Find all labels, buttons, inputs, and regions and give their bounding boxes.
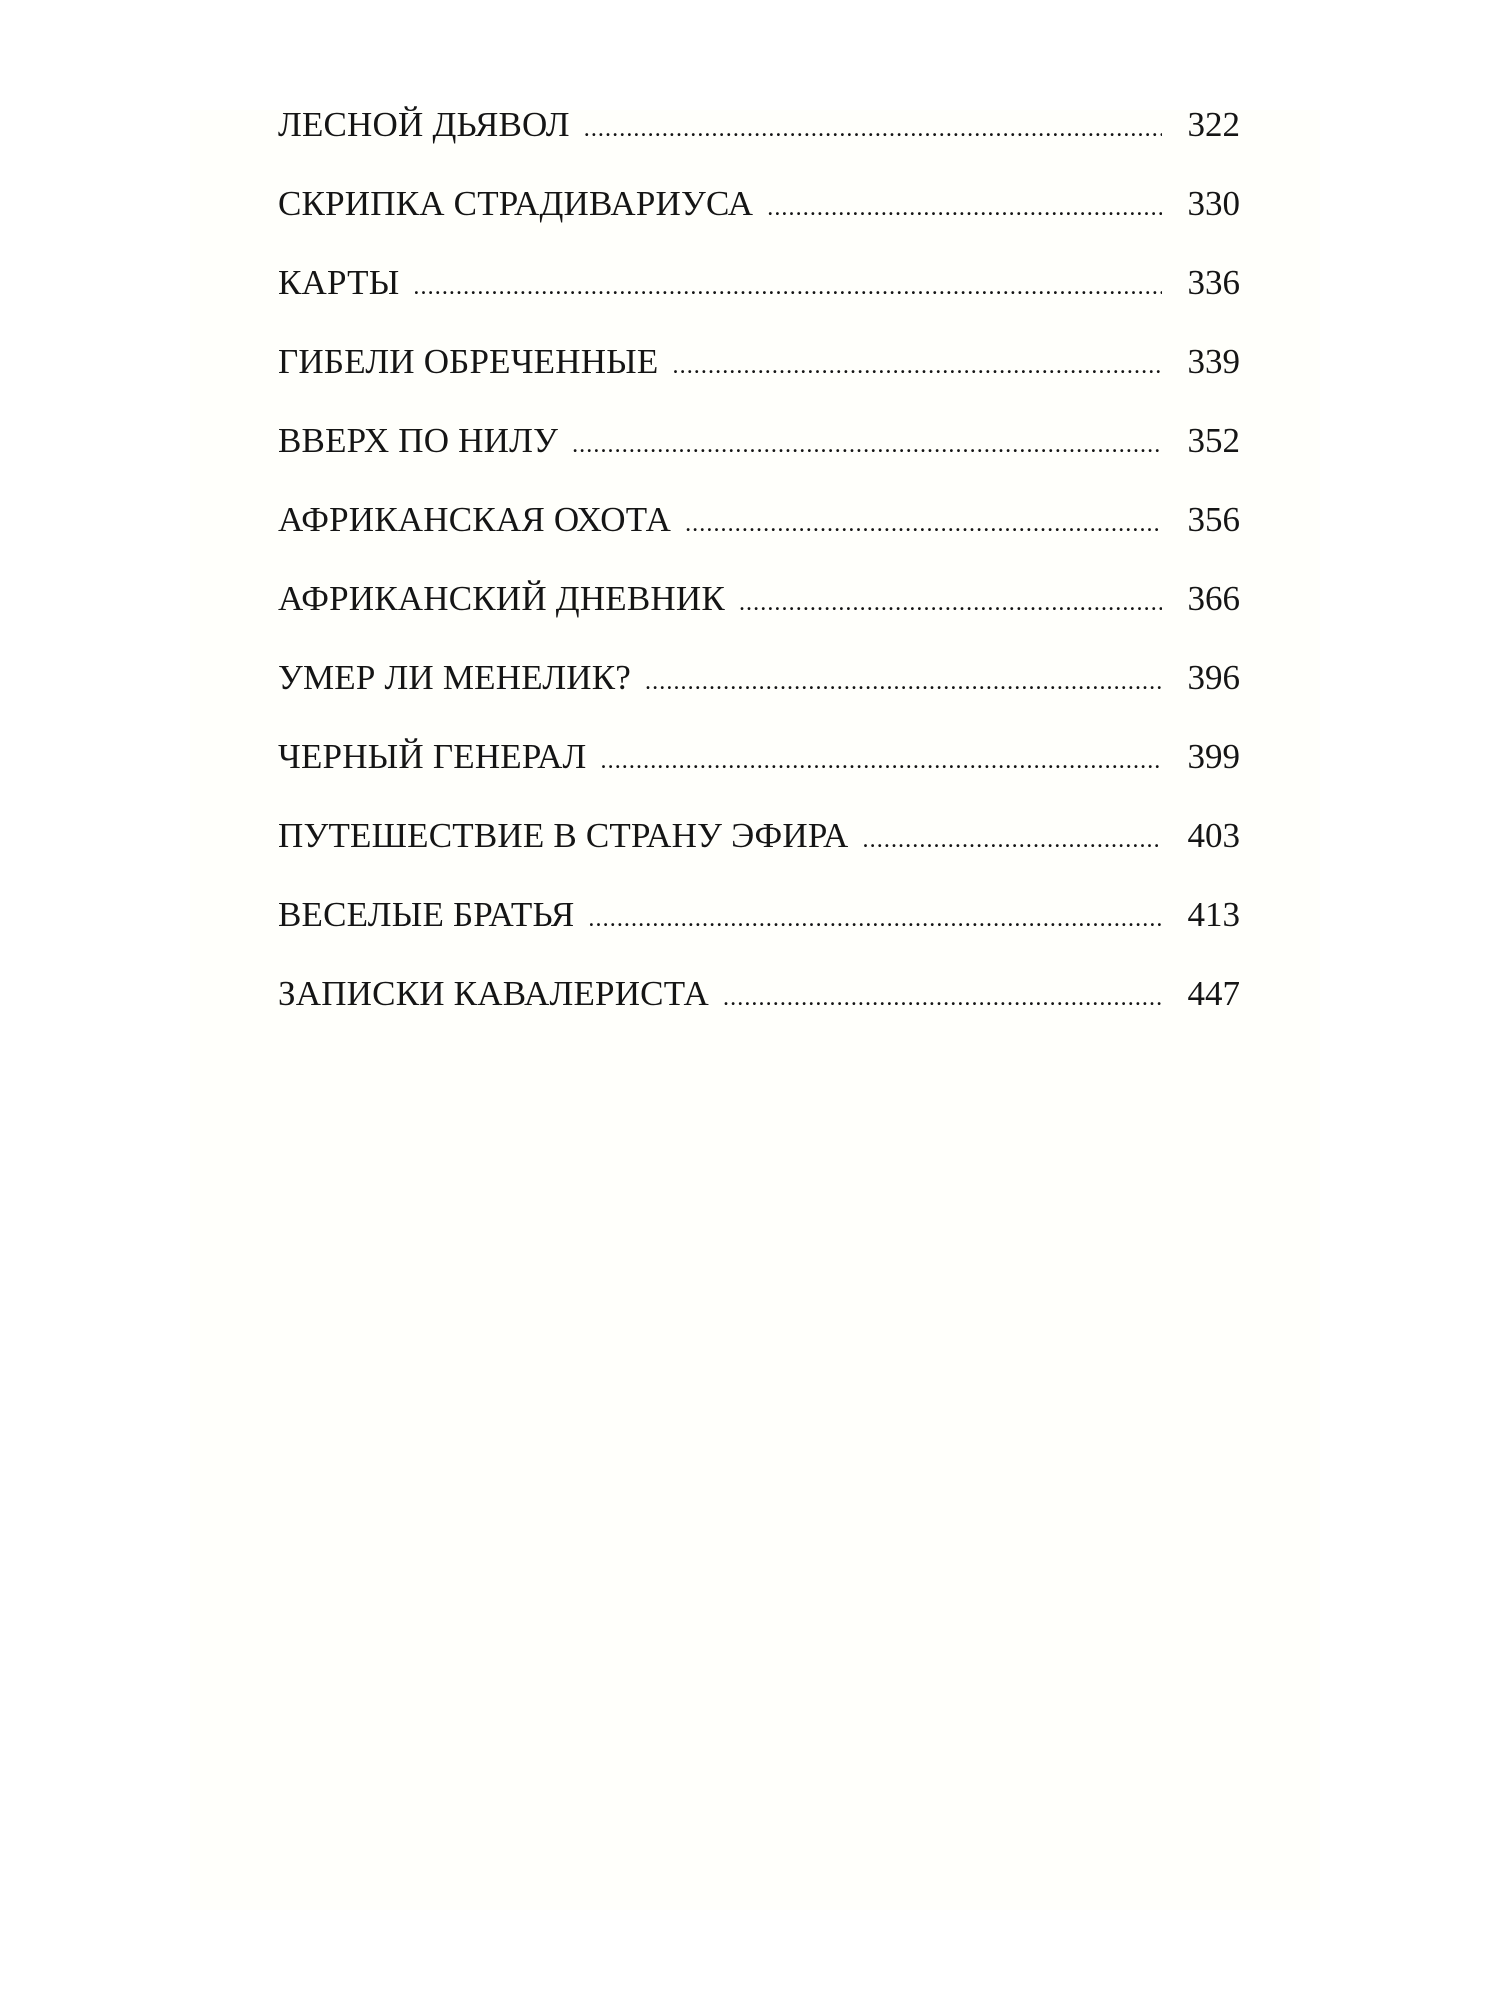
toc-entry-title: КАРТЫ bbox=[278, 263, 400, 302]
toc-entry bbox=[278, 806, 1240, 885]
toc-leader-dots bbox=[685, 512, 1162, 536]
toc-leader-dots bbox=[673, 354, 1163, 378]
table-of-contents bbox=[278, 95, 1240, 1043]
toc-entry-page: 336 bbox=[1187, 263, 1240, 302]
toc-entry-page: 447 bbox=[1187, 974, 1240, 1013]
toc-entry-title: ПУТЕШЕСТВИЕ В СТРАНУ ЭФИРА bbox=[278, 816, 849, 855]
toc-entry-page: 399 bbox=[1187, 737, 1240, 776]
toc-entry bbox=[278, 332, 1240, 411]
toc-leader-dots bbox=[572, 433, 1162, 457]
toc-leader-dots bbox=[601, 749, 1163, 773]
toc-entry bbox=[278, 964, 1240, 1043]
toc-entry-page: 403 bbox=[1187, 816, 1240, 855]
toc-leader-dots bbox=[863, 828, 1162, 852]
toc-entry-page: 396 bbox=[1187, 658, 1240, 697]
toc-leader-dots bbox=[588, 907, 1162, 931]
toc-entry-page: 352 bbox=[1187, 421, 1240, 460]
toc-entry-title: АФРИКАНСКИЙ ДНЕВНИК bbox=[278, 579, 725, 618]
toc-entry bbox=[278, 174, 1240, 253]
toc-entry bbox=[278, 885, 1240, 964]
toc-entry-page: 366 bbox=[1187, 579, 1240, 618]
toc-entry-page: 356 bbox=[1187, 500, 1240, 539]
toc-entry-title: ЧЕРНЫЙ ГЕНЕРАЛ bbox=[278, 737, 587, 776]
toc-leader-dots bbox=[767, 196, 1162, 220]
toc-entry-title: УМЕР ЛИ МЕНЕЛИК? bbox=[278, 658, 632, 697]
toc-entry-title: СКРИПКА СТРАДИВАРИУСА bbox=[278, 184, 754, 223]
toc-entry-page: 322 bbox=[1187, 105, 1240, 144]
toc-entry-page: 339 bbox=[1187, 342, 1240, 381]
toc-entry bbox=[278, 490, 1240, 569]
toc-entry-title: ГИБЕЛИ ОБРЕЧЕННЫЕ bbox=[278, 342, 659, 381]
toc-entry-title: ЛЕСНОЙ ДЬЯВОЛ bbox=[278, 105, 570, 144]
toc-leader-dots bbox=[413, 275, 1162, 299]
toc-entry bbox=[278, 411, 1240, 490]
toc-entry-title: АФРИКАНСКАЯ ОХОТА bbox=[278, 500, 672, 539]
toc-entry bbox=[278, 253, 1240, 332]
toc-entry bbox=[278, 95, 1240, 174]
toc-leader-dots bbox=[739, 591, 1162, 615]
toc-entry-title: ВВЕРХ ПО НИЛУ bbox=[278, 421, 559, 460]
toc-entry bbox=[278, 727, 1240, 806]
toc-entry-page: 330 bbox=[1187, 184, 1240, 223]
toc-leader-dots bbox=[723, 986, 1162, 1010]
toc-entry-page: 413 bbox=[1187, 895, 1240, 934]
toc-entry-title: ЗАПИСКИ КАВАЛЕРИСТА bbox=[278, 974, 710, 1013]
toc-leader-dots bbox=[645, 670, 1162, 694]
toc-entry bbox=[278, 569, 1240, 648]
toc-entry bbox=[278, 648, 1240, 727]
toc-entry-title: ВЕСЕЛЫЕ БРАТЬЯ bbox=[278, 895, 575, 934]
toc-leader-dots bbox=[584, 117, 1162, 141]
